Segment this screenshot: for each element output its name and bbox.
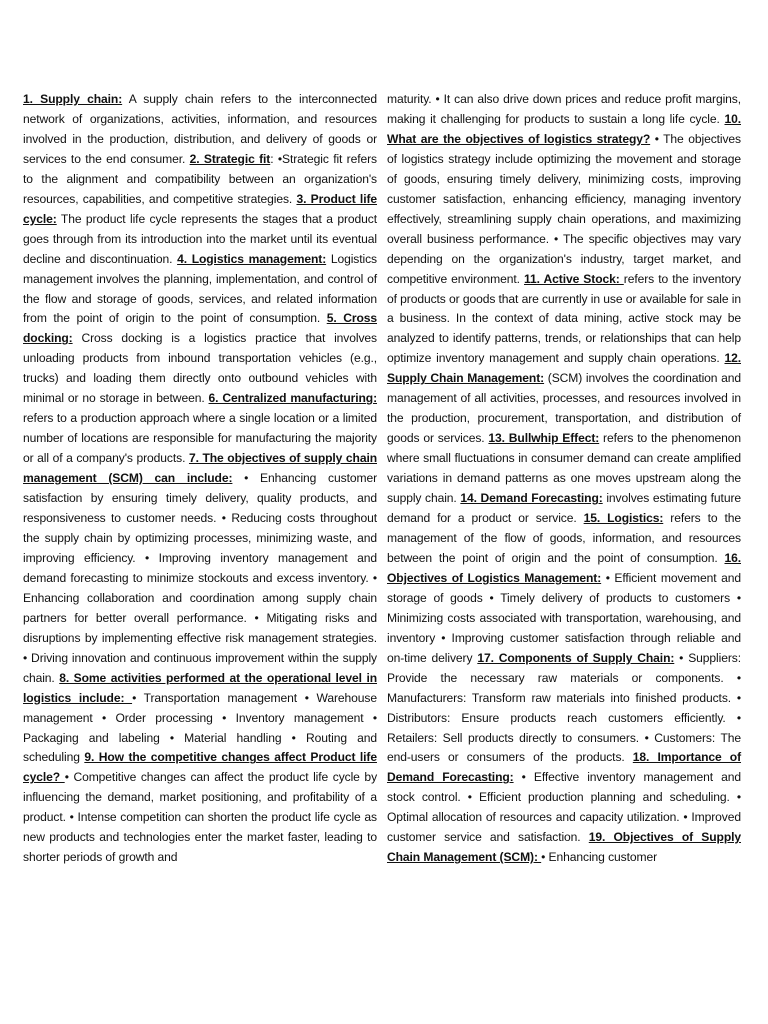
term-text: • Transportation management • Warehouse management • Order processing • Inventory management • Packaging and labeling • Material handling • Routing and scheduling: [23, 690, 377, 765]
term-heading: 15. Logistics:: [583, 511, 664, 526]
term-text: The product life cycle represents the stages that a product goes through from its introduction into the market until its eventual decline and discontinuation.: [23, 211, 377, 266]
term-heading: 12. Supply Chain Management:: [387, 351, 741, 386]
term-heading: 6. Centralized manufacturing:: [208, 391, 377, 406]
term-heading: 8. Some activities performed at the operational level in logistics include:: [23, 670, 378, 705]
term-heading: 3. Product life cycle:: [23, 191, 378, 226]
term-text: refers to a production approach where a single location or a limited number of locations are responsible for manufacturing the majority or all of a company's products.: [23, 411, 377, 466]
term-heading: 19. Objectives of Supply Chain Management (SCM):: [387, 830, 741, 865]
term-heading: 18. Importance of Demand Forecasting:: [387, 750, 742, 785]
term-text: : •Strategic fit refers to the alignment and compatibility between an organization's resources, capabilities, and competitive strategies.: [23, 151, 377, 206]
term-text: Logistics management involves the planning, implementation, and control of the flow and storage of goods, services, and related information from the point of origin to the point of consumption.: [23, 251, 377, 326]
term-text: Cross docking is a logistics practice that involves unloading products from inbound transportation vehicles (e.g., trucks) and loading them directly onto outbound vehicles with minimal or no storage in between.: [23, 331, 377, 406]
term-text: refers to the phenomenon where small fluctuations in consumer demand can create amplified variations in demand patterns as one moves upstream along the supply chain.: [387, 431, 741, 506]
term-heading: 11. Active Stock:: [524, 271, 624, 286]
term-text: A supply chain refers to the interconnected network of organizations, activities, information, and resources involved in the production, distribution, and delivery of goods or services to the end consumer.: [23, 92, 377, 166]
term-text: involves estimating future demand for a product or service.: [387, 491, 741, 526]
term-text: • Enhancing customer: [541, 850, 657, 865]
right-column: [387, 90, 741, 868]
term-text: • Enhancing customer satisfaction by ensuring timely delivery, quality products, and responsiveness to customer needs. • Reducing costs throughout the supply chain by optimizing processes, minimizing waste, and improving efficiency. • Improving inventory management and demand forecasting to minimize stockouts and excess inventory. • Enhancing collaboration and coordination among supply chain partners for better overall performance. • Mitigating risks and disruptions by implementing effective risk management strategies. • Driving innovation and continuous improvement within the supply chain.: [23, 471, 377, 685]
right-column-text: [387, 90, 741, 868]
term-text: • Competitive changes can affect the product life cycle by influencing the demand, market positioning, and profitability of a product. • Intense competition can shorten the product life cycle as new products and technologies enter the market faster, leading to shorter periods of growth and: [23, 770, 378, 865]
term-heading: 7. The objectives of supply chain management (SCM) can include:: [23, 451, 377, 486]
term-text: • Suppliers: Provide the necessary raw materials or components. • Manufacturers: Transform raw materials into finished products. • Distributors: Ensure products reach customers efficiently. • Retailers: Sell products directly to consumers. • Customers: The end-users or consumers of the products.: [387, 650, 741, 765]
term-heading: 14. Demand Forecasting:: [460, 491, 603, 506]
term-text: refers to the inventory of products or goods that are currently in use or available for sale in a business. In the context of data mining, active stock may be analyzed to identify patterns, trends, or relationships that can help optimize inventory management and supply chain operations.: [387, 271, 741, 366]
term-heading: 16. Objectives of Logistics Management:: [387, 550, 741, 585]
term-heading: 13. Bullwhip Effect:: [488, 431, 600, 446]
term-text: • The objectives of logistics strategy include optimizing the movement and storage of goods, ensuring timely delivery, minimizing costs, improving customer satisfaction, enhancing efficiency, managing inventory effectively, streamlining supply chain operations, and maximizing overall business performance. • The specific objectives may vary depending on the organization's industry, target market, and competitive environment.: [387, 131, 742, 286]
left-column: [23, 90, 377, 868]
term-heading: 1. Supply chain:: [23, 92, 123, 106]
term-heading: 5. Cross docking:: [23, 311, 377, 346]
term-text: (SCM) involves the coordination and management of all activities, processes, and resources involved in the production, procurement, transportation, and distribution of goods or services.: [387, 371, 742, 446]
term-text: maturity. • It can also drive down prices and reduce profit margins, making it challenging for products to sustain a long life cycle.: [387, 92, 741, 126]
left-column-text: [23, 90, 377, 868]
term-text: refers to the management of the flow of goods, information, and resources between the point of origin and the point of consumption.: [387, 511, 741, 565]
term-heading: 9. How the competitive changes affect Product life cycle?: [23, 750, 377, 785]
term-heading: 4. Logistics management:: [177, 251, 327, 266]
term-text: • Effective inventory management and stock control. • Efficient production planning and scheduling. • Optimal allocation of resources and capacity utilization. • Improved customer service and satisfaction.: [387, 770, 742, 845]
term-heading: 10. What are the objectives of logistics strategy?: [387, 111, 741, 146]
term-heading: 17. Components of Supply Chain:: [477, 650, 675, 665]
term-text: • Efficient movement and storage of goods • Timely delivery of products to customers • Minimizing costs associated with transportation, warehousing, and inventory • Improving customer satisfaction through reliable and on-time delivery: [387, 570, 741, 665]
term-heading: 2. Strategic fit: [189, 151, 271, 166]
